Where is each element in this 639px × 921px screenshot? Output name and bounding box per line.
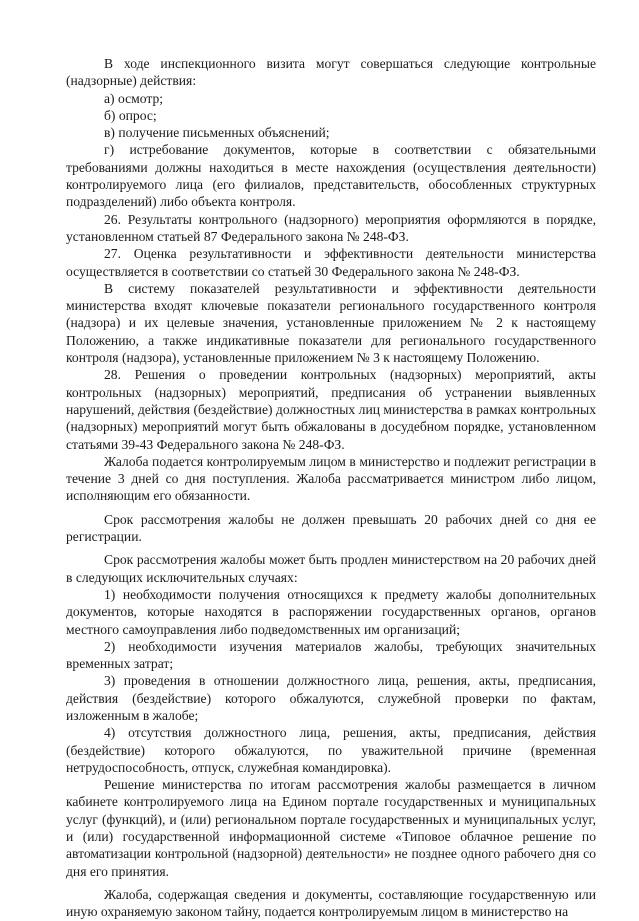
extension-case-1: 1) необходимости получения относящихся к предмету жалобы дополнительных документов, которые находятся в распоряжении государственных органов, органов местного самоуправления либо подведомственных им организаций;: [66, 586, 596, 637]
extension-case-3: 3) проведения в отношении должностного лица, решения, акты, предписания, действия (бездействие) которого обжалуются, служебной проверки по фактам, изложенным в жалобе;: [66, 673, 596, 723]
list-item-d: г) истребование документов, которые в соответствии с обязательными требованиями должны находиться в месте нахождения (осуществления деятельности) контролируемого лица (его филиалов, представительств, обособленных структурных подразделений) либо объекта контроля.: [66, 142, 596, 210]
paragraph-intro: В ходе инспекционного визита могут совершаться следующие контрольные (надзорные) действия:: [66, 56, 596, 89]
paragraph-review-term: Срок рассмотрения жалобы не должен превышать 20 рабочих дней со дня ее регистрации.: [66, 511, 596, 545]
paragraph-decision-publication: Решение министерства по итогам рассмотрения жалобы размещается в личном кабинете контролируемого лица на Едином портале государственных и муниципальных услуг (функций), и (или) региональном портале государственных и муниципальных услуг, и (или) государственной информационной системе «Типовое облачное решение по автоматизации контрольной (надзорной) деятельности» не позднее одного рабочего дня со дня его принятия.: [66, 777, 596, 879]
paragraph-indicator-system: В систему показателей результативности и эффективности деятельности министерства входят ключевые показатели регионального государственного контроля (надзора) и их целевые значения, установленные приложением № 2 к настоящему Положению, а также индикативные показатели для регионального государственного контроля (надзора), установленные приложением № 3 к настоящему Положению.: [66, 280, 596, 366]
clause-28: 28. Решения о проведении контрольных (надзорных) мероприятий, акты контрольных (надзорных) мероприятий, предписания об устранении выявленных нарушений, действия (бездействие) должностных лиц министерства в рамках контрольных (надзорных) мероприятий могут быть обжалованы в досудебном порядке, установленном статьями 39-43 Федерального закона № 248-ФЗ.: [66, 367, 596, 452]
clause-27: 27. Оценка результативности и эффективности деятельности министерства осуществляется в соответствии со статьей 30 Федерального закона № 248-ФЗ.: [66, 246, 596, 279]
paragraph-secret-complaint: Жалоба, содержащая сведения и документы, составляющие государственную или иную охраняемую законом тайну, подается контролируемым лицом в министерство на: [66, 886, 596, 920]
extension-case-4: 4) отсутствия должностного лица, решения, акты, предписания, действия (бездействие) которого обжалуются, по уважительной причине (временная нетрудоспособность, отпуск, служебная командировка).: [66, 725, 596, 775]
clause-26: 26. Результаты контрольного (надзорного) мероприятия оформляются в порядке, установленном статьей 87 Федерального закона № 248-ФЗ.: [66, 211, 596, 244]
document-body: [66, 55, 596, 921]
list-item-c: в) получение письменных объяснений;: [104, 125, 330, 141]
list-item-b: б) опрос;: [104, 107, 157, 123]
extension-case-2: 2) необходимости изучения материалов жалобы, требующих значительных временных затрат;: [66, 638, 596, 672]
paragraph-complaint-filing: Жалоба подается контролируемым лицом в министерство и подлежит регистрации в течение 3 дней со дня поступления. Жалоба рассматривается министром либо лицом, исполняющим его обязанности.: [66, 453, 596, 504]
paragraph-term-extension: Срок рассмотрения жалобы может быть продлен министерством на 20 рабочих дней в следующих исключительных случаях:: [66, 552, 596, 585]
list-item-a: а) осмотр;: [104, 90, 164, 106]
